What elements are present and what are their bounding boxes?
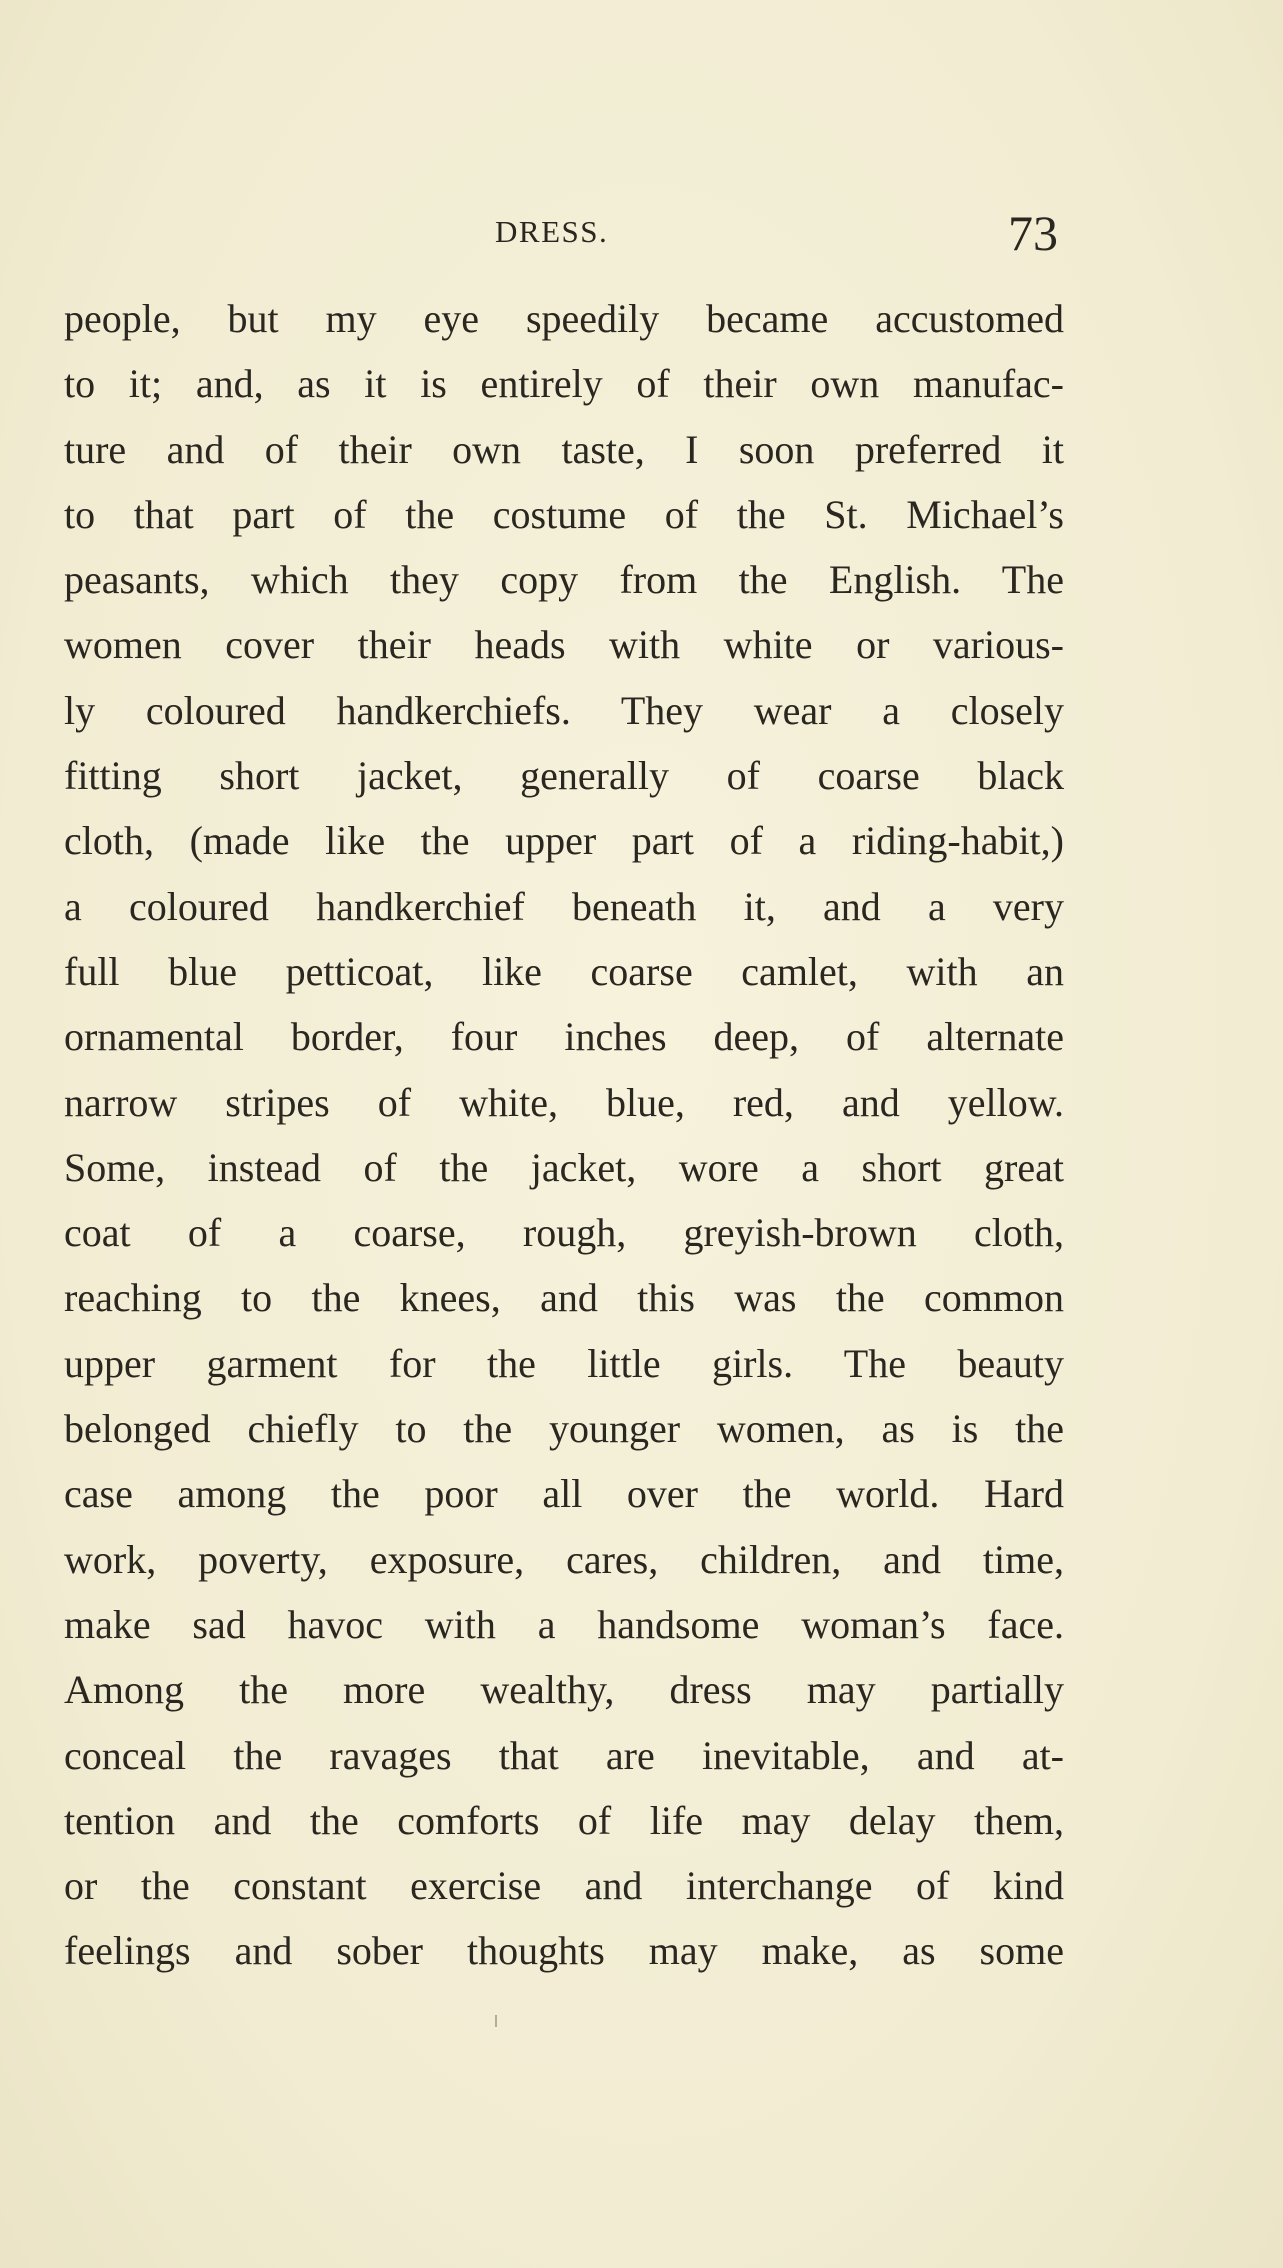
running-head (0, 200, 1283, 260)
page-number: 73 (1008, 205, 1058, 261)
body-text (64, 286, 1064, 1984)
text-line: case among the poor all over the world. Hard (64, 1471, 1064, 1517)
text-line: reaching to the knees, and this was the common (64, 1275, 1064, 1321)
text-line: to that part of the costume of the St. Michael’s (64, 491, 1064, 537)
text-line: make sad havoc with a handsome woman’s face. (64, 1601, 1064, 1647)
text-line: fitting short jacket, generally of coarse black (64, 753, 1064, 799)
text-line: belonged chiefly to the younger women, as is the (64, 1406, 1064, 1452)
text-line: Among the more wealthy, dress may partially (64, 1667, 1064, 1713)
text-line: work, poverty, exposure, cares, children, and time, (64, 1536, 1064, 1582)
text-line: peasants, which they copy from the English. The (64, 557, 1064, 603)
text-line: ornamental border, four inches deep, of alternate (64, 1014, 1064, 1060)
text-line: people, but my eye speedily became accustomed (64, 296, 1064, 341)
text-line: Some, instead of the jacket, wore a short great (64, 1144, 1064, 1190)
text-line: feelings and sober thoughts may make, as some (64, 1928, 1064, 1974)
text-line: women cover their heads with white or various- (64, 622, 1064, 668)
text-line: full blue petticoat, like coarse camlet, with an (64, 948, 1064, 994)
text-line: upper garment for the little girls. The beauty (64, 1340, 1064, 1386)
text-line: or the constant exercise and interchange of kind (64, 1863, 1064, 1909)
text-line: a coloured handkerchief beneath it, and a very (64, 883, 1064, 929)
text-line: ture and of their own taste, I soon preferred it (64, 426, 1064, 472)
text-line: conceal the ravages that are inevitable, and at- (64, 1732, 1064, 1778)
text-line: cloth, (made like the upper part of a riding-habit,) (64, 818, 1064, 864)
text-line: tention and the comforts of life may delay them, (64, 1797, 1064, 1843)
running-title: DRESS. (495, 214, 609, 249)
text-line: narrow stripes of white, blue, red, and yellow. (64, 1079, 1064, 1125)
text-line: ly coloured handkerchiefs. They wear a closely (64, 687, 1064, 733)
text-line: coat of a coarse, rough, greyish-brown cloth, (64, 1210, 1064, 1256)
ink-speck (495, 2015, 497, 2027)
text-line: to it; and, as it is entirely of their own manufac- (64, 361, 1064, 407)
